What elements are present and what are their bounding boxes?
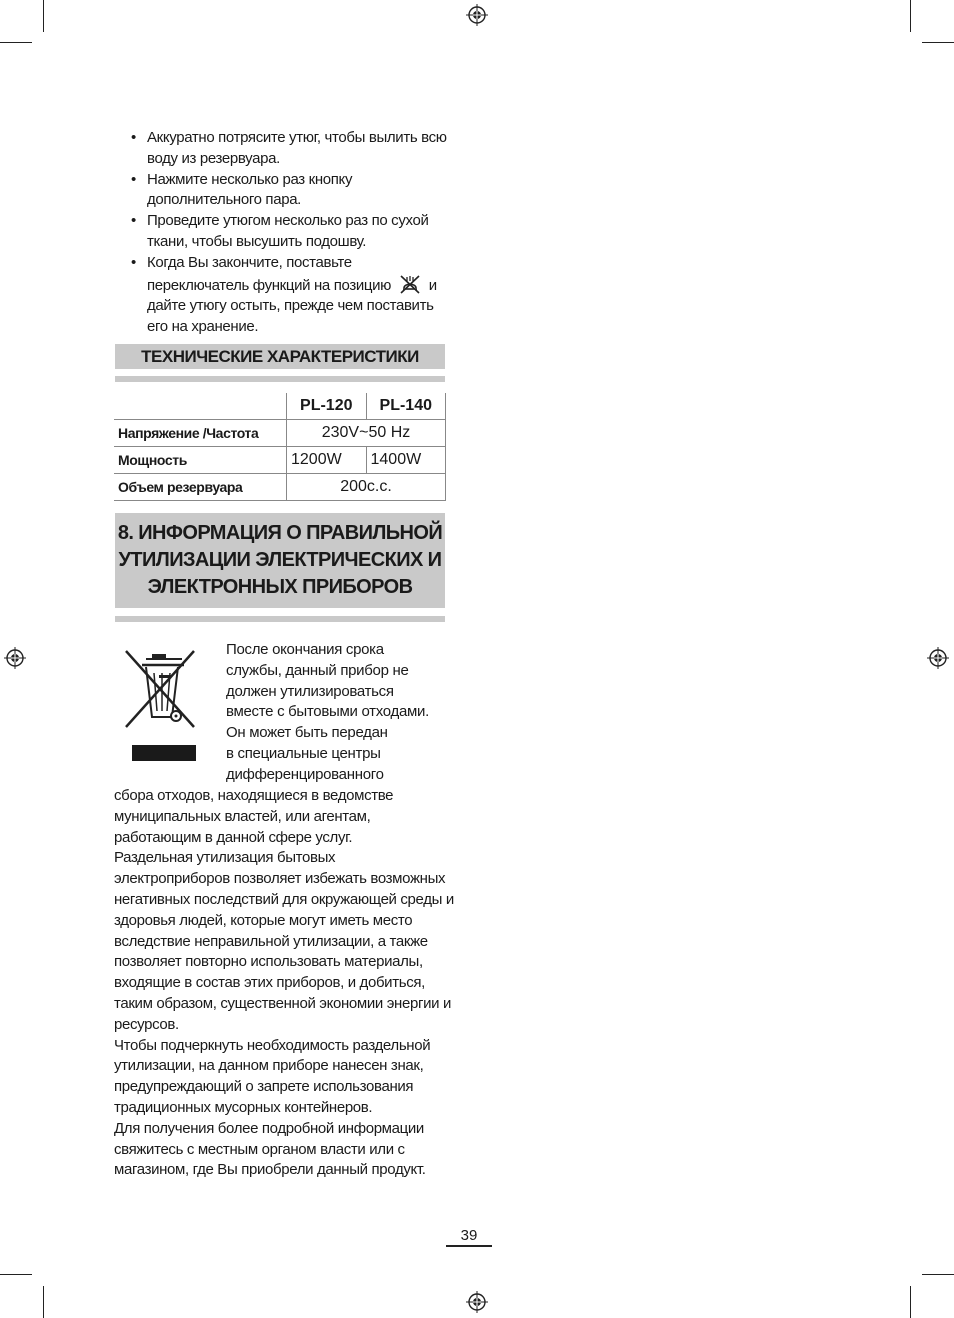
- list-item: [130, 253, 450, 338]
- text-line: дифференцированного: [226, 765, 384, 783]
- page-number: 39: [460, 1227, 478, 1244]
- specs-table: [114, 393, 446, 501]
- crop-mark: [0, 42, 32, 43]
- crop-mark: [43, 1286, 44, 1318]
- model-header: PL-140: [366, 393, 446, 420]
- table-row: [114, 447, 446, 474]
- spec-label: Напряжение /Частота: [114, 420, 287, 447]
- disposal-body: [114, 786, 454, 1181]
- crop-mark: [43, 0, 44, 32]
- paragraph: Для получения более подробной информации свяжитесь с местным органом власти или с магазином, где Вы приобрели данный продукт.: [114, 1119, 426, 1179]
- spec-value: 1200W: [287, 447, 367, 474]
- crop-mark: [910, 1286, 911, 1318]
- spec-value: 200c.c.: [287, 474, 446, 501]
- registration-mark-icon: [927, 647, 949, 669]
- registration-mark-icon: [466, 1291, 488, 1313]
- text-line: в специальные центры: [226, 744, 381, 762]
- heading-line: УТИЛИЗАЦИИ ЭЛЕКТРИЧЕСКИХ И: [118, 549, 442, 571]
- divider: [115, 376, 445, 382]
- registration-mark-icon: [466, 4, 488, 26]
- crop-mark: [922, 42, 954, 43]
- list-item: • Проведите утюгом несколько раз по сухой ткани, чтобы высушить подошву.: [130, 211, 450, 253]
- registration-mark-icon: [4, 647, 26, 669]
- spec-value: 230V~50 Hz: [287, 420, 446, 447]
- text-line: должен утилизироваться: [226, 682, 394, 700]
- list-item: • Нажмите несколько раз кнопку дополнительного пара.: [130, 170, 450, 212]
- crop-mark: [0, 1274, 32, 1275]
- crop-mark: [910, 0, 911, 32]
- table-row: [114, 393, 446, 420]
- spec-label: Объем резервуара: [114, 474, 287, 501]
- crossed-out-bin-icon: [122, 645, 198, 763]
- list-item: • Аккуратно потрясите утюг, чтобы вылить всю воду из резервуара.: [130, 128, 450, 170]
- model-header: PL-120: [287, 393, 367, 420]
- storage-instructions-list: [130, 128, 450, 338]
- text-line: После окончания срока: [226, 641, 384, 658]
- page-number-rule: [446, 1245, 492, 1247]
- no-steam-icon: [395, 274, 425, 294]
- table-row: [114, 420, 446, 447]
- spec-label: Мощность: [114, 447, 287, 474]
- text-line: вместе с бытовыми отходами.: [226, 703, 429, 721]
- list-item-text: и дайте утюгу остыть, прежде чем поставить его на хранение.: [147, 276, 437, 336]
- spec-value: 1400W: [366, 447, 446, 474]
- tech-specs-heading: ТЕХНИЧЕСКИЕ ХАРАКТЕРИСТИКИ: [115, 344, 445, 369]
- text-line: службы, данный прибор не: [226, 661, 409, 679]
- list-item-text: Когда Вы закончите, поставьте переключатель функций на позицию: [147, 253, 392, 294]
- crop-mark: [922, 1274, 954, 1275]
- divider: [115, 616, 445, 622]
- disposal-intro: [226, 640, 446, 786]
- table-corner: [114, 393, 287, 420]
- paragraph: Чтобы подчеркнуть необходимость раздельной утилизации, на данном приборе нанесен знак, предупреждающий о запрете использования традиционных мусорных контейнеров.: [114, 1036, 431, 1116]
- paragraph: сбора отходов, находящиеся в ведомстве муниципальных властей, или агентам, работающим в данной сфере услуг.: [114, 787, 394, 846]
- paragraph: Раздельная утилизация бытовых электроприборов позволяет избежать возможных негативных последствий для окружающей среды и здоровья людей, которые могут иметь место вследствие неправильной утилизации, а также позволяет повторно использовать материалы, входящие в состав этих приборов, и добиться, таким образом, существенной экономии энергии и ресурсов.: [114, 849, 454, 1033]
- heading-line: 8. ИНФОРМАЦИЯ О ПРАВИЛЬНОЙ: [117, 522, 443, 544]
- text-line: Он может быть передан: [226, 724, 388, 742]
- table-row: [114, 474, 446, 501]
- heading-line: ЭЛЕКТРОННЫХ ПРИБОРОВ: [147, 576, 413, 598]
- section-8-heading: [115, 513, 445, 608]
